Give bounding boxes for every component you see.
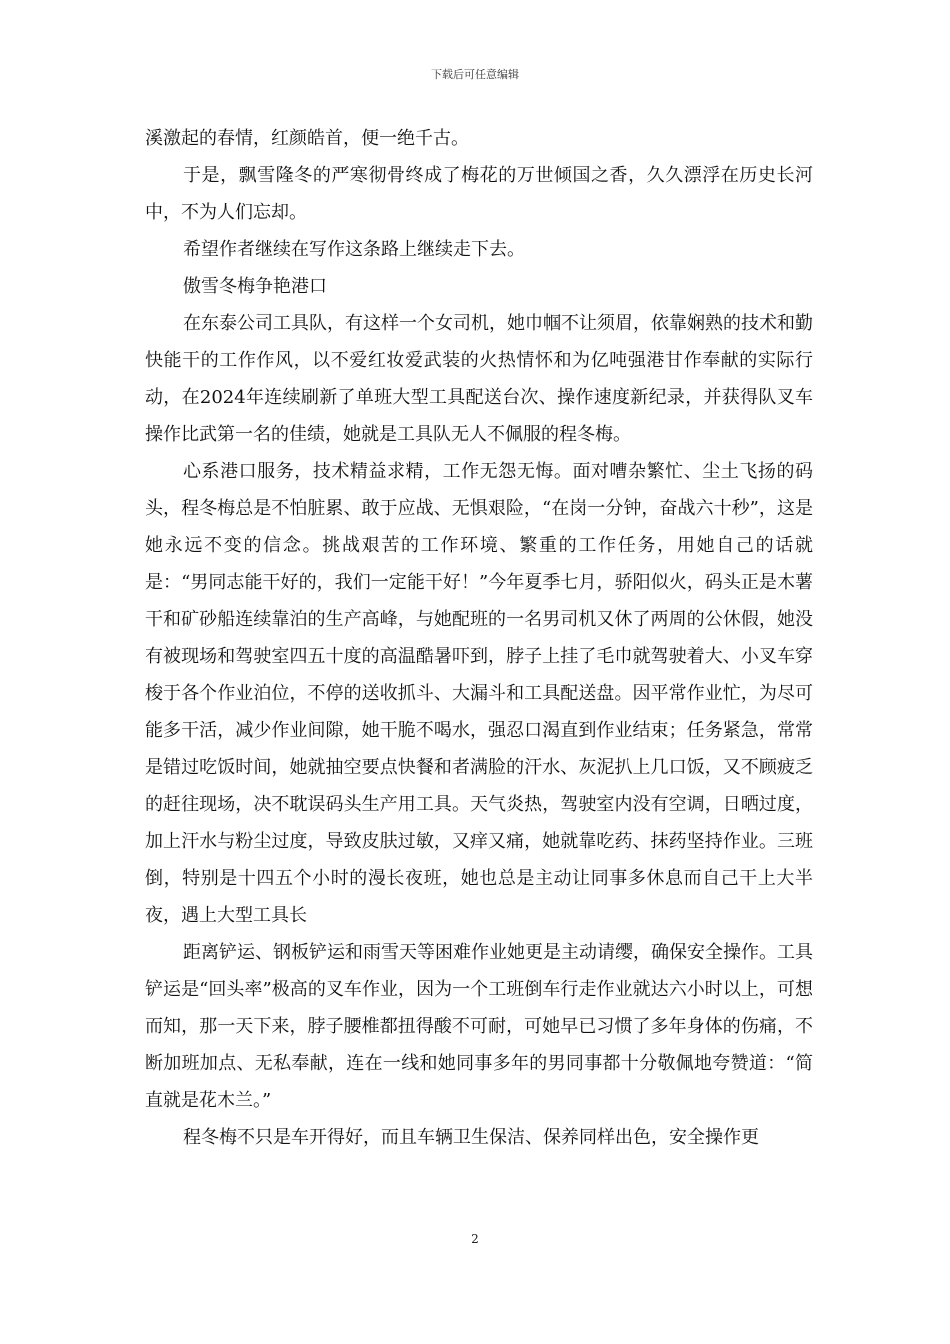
page-header: 下载后可任意编辑	[431, 68, 519, 81]
page-number: 2	[471, 1232, 479, 1246]
paragraph: 程冬梅不只是车开得好，而且车辆卫生保洁、保养同样出色，安全操作更	[183, 1127, 759, 1148]
paragraph: 距离铲运、钢板铲运和雨雪天等困难作业她更是主动请缨，确保安全操作。工具铲运是“回头率”极高的叉车作业，因为一个工班倒车行走作业就达六小时以上，可想而知，那一天下来，脖子腰椎都扭得酸不可耐，可她早已习惯了多年身体的伤痛，不断加班加点、无私奉献，连在一线和她同事多年的男同事都十分敬佩地夸赞道：“简直就是花木兰。”	[145, 942, 813, 1111]
paragraph: 希望作者继续在写作这条路上继续走下去。	[183, 239, 525, 260]
paragraph: 于是，飘雪隆冬的严寒彻骨终成了梅花的万世倾国之香，久久漂浮在历史长河中，不为人们忘却。	[145, 165, 813, 223]
section-title: 傲雪冬梅争艳港口	[183, 276, 327, 297]
document-body	[145, 120, 813, 1156]
paragraph: 心系港口服务，技术精益求精，工作无怨无悔。面对嘈杂繁忙、尘土飞扬的码头，程冬梅总是不怕脏累、敢于应战、无惧艰险，“在岗一分钟，奋战六十秒”，这是她永远不变的信念。挑战艰苦的工作环境、繁重的工作任务，用她自己的话就是：“男同志能干好的，我们一定能干好！”今年夏季七月，骄阳似火，码头正是木薯干和矿砂船连续靠泊的生产高峰，与她配班的一名男司机又休了两周的公休假，她没有被现场和驾驶室四五十度的高温酷暑吓到，脖子上挂了毛巾就驾驶着大、小叉车穿梭于各个作业泊位，不停的送收抓斗、大漏斗和工具配送盘。因平常作业忙，为尽可能多干活，减少作业间隙，她干脆不喝水，强忍口渴直到作业结束；任务紧急，常常是错过吃饭时间，她就抽空要点快餐和者满脸的汗水、灰泥扒上几口饭，又不顾疲乏的赶往现场，决不耽误码头生产用工具。天气炎热，驾驶室内没有空调，日晒过度，加上汗水与粉尘过度，导致皮肤过敏，又痒又痛，她就靠吃药、抹药坚持作业。三班倒，特别是十四五个小时的漫长夜班，她也总是主动让同事多休息而自己干上大半夜，遇上大型工具长	[145, 461, 813, 926]
paragraph: 在东泰公司工具队，有这样一个女司机，她巾帼不让须眉，依靠娴熟的技术和勤快能干的工作作风，以不爱红妆爱武装的火热情怀和为亿吨强港甘作奉献的实际行动，在2024年连续刷新了单班大型工具配送台次、操作速度新纪录，并获得队叉车操作比武第一名的佳绩，她就是工具队无人不佩服的程冬梅。	[145, 313, 813, 445]
paragraph: 溪激起的春情，红颜皓首，便一绝千古。	[145, 128, 469, 149]
